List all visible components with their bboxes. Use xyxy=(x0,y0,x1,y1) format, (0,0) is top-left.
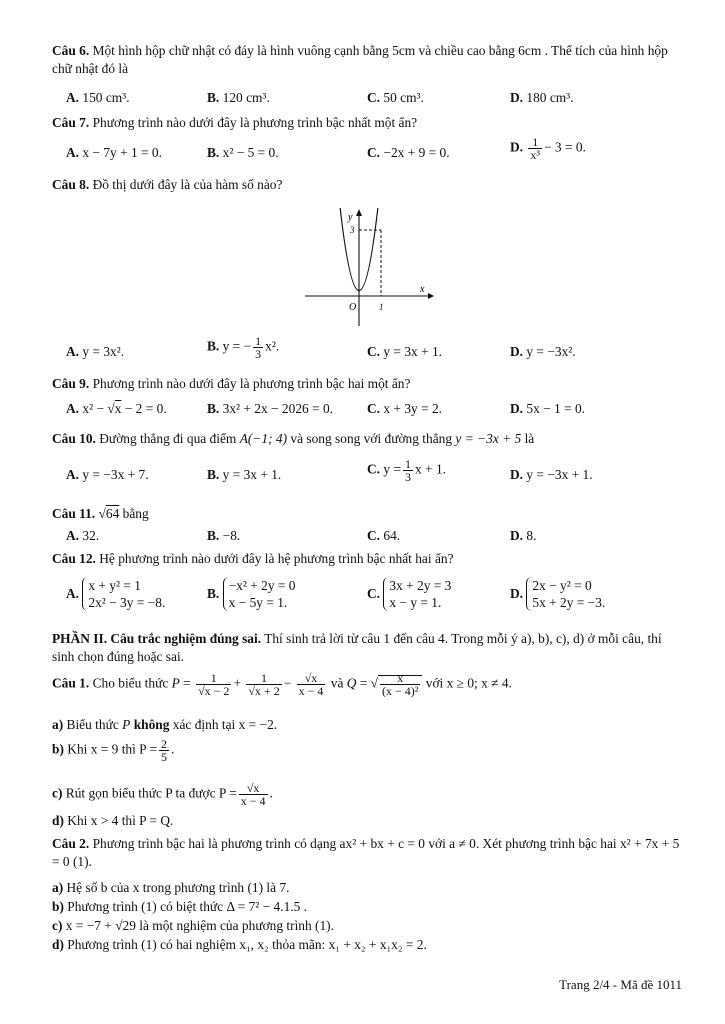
option-b: B. 120 cm³. xyxy=(207,90,270,105)
question-7 xyxy=(52,114,685,132)
option-c: C. y = $\frac{1}{3}$ x + 1. xyxy=(367,457,446,484)
part2-question-2: Câu 2. Phương trình bậc hai là phương trình có dạng ax² + bx + c = 0 với a ≠ 0. Xét phương trình bậc hai x² + 7x + 5 = 0 (1). xyxy=(52,836,680,869)
tick-y: 3 xyxy=(350,225,355,235)
option-d: D. y = −3x + 1. xyxy=(510,467,593,482)
option-c: C. x + 3y = 2. xyxy=(367,401,443,416)
question-8 xyxy=(52,176,685,194)
p2q1-b: b) Khi x = 9 thì P = $\frac{2}{5}$ . xyxy=(52,737,175,764)
p2q2-d: d) Phương trình (1) có hai nghiệm x₁, x₂ thỏa mãn: x₁ + x₂ + x₁x₂ = 2. xyxy=(52,937,427,952)
option-d: D. 8. xyxy=(510,528,537,543)
p2q2-b: b) Phương trình (1) có biệt thức Δ = 7² − 4.1.5 . xyxy=(52,899,308,914)
question-label: Câu 11. xyxy=(52,506,96,521)
question-9 xyxy=(52,375,685,393)
question-text: Phương trình nào dưới đây là phương trình bậc hai một ẩn? xyxy=(92,376,411,391)
question-12 xyxy=(52,550,685,568)
part2-question-1: Câu 1. Cho biểu thức P = $\frac{1}{√x - 2}$ + $\frac{1}{√x + 2}$ − $\frac{√x}{x - 4}$ và Q = √ $\frac{x}{\text{(x − 4)²}}$ với x ≥ 0; x ≠ 4. xyxy=(52,671,512,698)
option-d: D. 5x − 1 = 0. xyxy=(510,401,586,416)
question-label: Câu 12. xyxy=(52,551,96,566)
origin-label: O xyxy=(349,302,357,313)
question-label: Câu 10. xyxy=(52,431,96,446)
option-b: B. y = − $\frac{1}{3}$ x². xyxy=(207,334,280,361)
option-a: A. y = −3x + 7. xyxy=(66,467,149,482)
part2-title: PHẦN II. Câu trắc nghiệm đúng sai. xyxy=(52,631,262,646)
y-axis-label: y xyxy=(348,212,353,223)
option-d: D. 2x − y² = 0 5x + 2y = −3. xyxy=(510,578,606,610)
option-b: B. −x² + 2y = 0 x − 5y = 1. xyxy=(207,578,296,610)
part2-heading xyxy=(52,630,685,666)
question-6 xyxy=(52,42,685,78)
option-a: A. 32. xyxy=(66,528,100,543)
option-d: D. $\frac{1}{\text{x³}}$ − 3 = 0. xyxy=(510,135,586,162)
page-footer: Trang 2/4 - Mã đề 1011 xyxy=(559,977,682,992)
p2q1-a: a) Biểu thức P không xác định tại x = −2. xyxy=(52,717,278,732)
option-b: B. y = 3x + 1. xyxy=(207,467,282,482)
question-11: Câu 11. √64 bằng xyxy=(52,506,149,521)
question-label: Câu 8. xyxy=(52,177,90,192)
question-text: Đồ thị dưới đây là của hàm số nào? xyxy=(92,177,283,192)
option-a: A. y = 3x². xyxy=(66,344,125,359)
parabola-graph xyxy=(300,208,435,328)
p2q1-c: c) Rút gọn biểu thức P ta được P = $\frac{√x}{x - 4}$ . xyxy=(52,781,273,808)
option-a: A. 150 cm³. xyxy=(66,90,130,105)
question-label: Câu 9. xyxy=(52,376,90,391)
p2q2-c: c) x = −7 + √29 là một nghiệm của phương trình (1). xyxy=(52,918,334,933)
tick-x: 1 xyxy=(379,302,384,312)
option-c: C. 3x + 2y = 3 x − y = 1. xyxy=(367,578,452,610)
question-label: Câu 6. xyxy=(52,43,90,58)
option-b: B. x² − 5 = 0. xyxy=(207,145,279,160)
option-c: C. y = 3x + 1. xyxy=(367,344,443,359)
option-c: C. 64. xyxy=(367,528,401,543)
p2q2-a: a) Hệ số b của x trong phương trình (1) là 7. xyxy=(52,880,290,895)
p2q1-d: d) Khi x > 4 thì P = Q. xyxy=(52,813,174,828)
question-text: Một hình hộp chữ nhật có đáy là hình vuông cạnh bằng 5cm và chiều cao bằng 6cm . Thể tích của hình hộp chữ nhật đó là xyxy=(52,43,668,76)
question-10: Câu 10. Đường thẳng đi qua điểm A(−1; 4) và song song với đường thẳng y = −3x + 5 là xyxy=(52,431,535,446)
option-b: B. 3x² + 2x − 2026 = 0. xyxy=(207,401,334,416)
x-axis-label: x xyxy=(420,284,425,295)
question-label: Câu 7. xyxy=(52,115,90,130)
option-a: A. x² − √x − 2 = 0. xyxy=(66,401,167,416)
option-a: A. x − 7y + 1 = 0. xyxy=(66,145,162,160)
option-c: C. 50 cm³. xyxy=(367,90,424,105)
question-text: Phương trình nào dưới đây là phương trình bậc nhất một ẩn? xyxy=(92,115,418,130)
option-b: B. −8. xyxy=(207,528,241,543)
question-text: Hệ phương trình nào dưới đây là hệ phương trình bậc nhất hai ẩn? xyxy=(99,551,454,566)
option-d: D. 180 cm³. xyxy=(510,90,574,105)
option-d: D. y = −3x². xyxy=(510,344,576,359)
option-a: A. x + y² = 1 2x² − 3y = −8. xyxy=(66,578,166,610)
option-c: C. −2x + 9 = 0. xyxy=(367,145,450,160)
part2-instructions: Thí sinh trả lời từ câu 1 đến câu 4. Trong mỗi ý a), b), c), d) ở mỗi câu, thí sinh chọn đúng hoặc sai. xyxy=(52,631,662,664)
